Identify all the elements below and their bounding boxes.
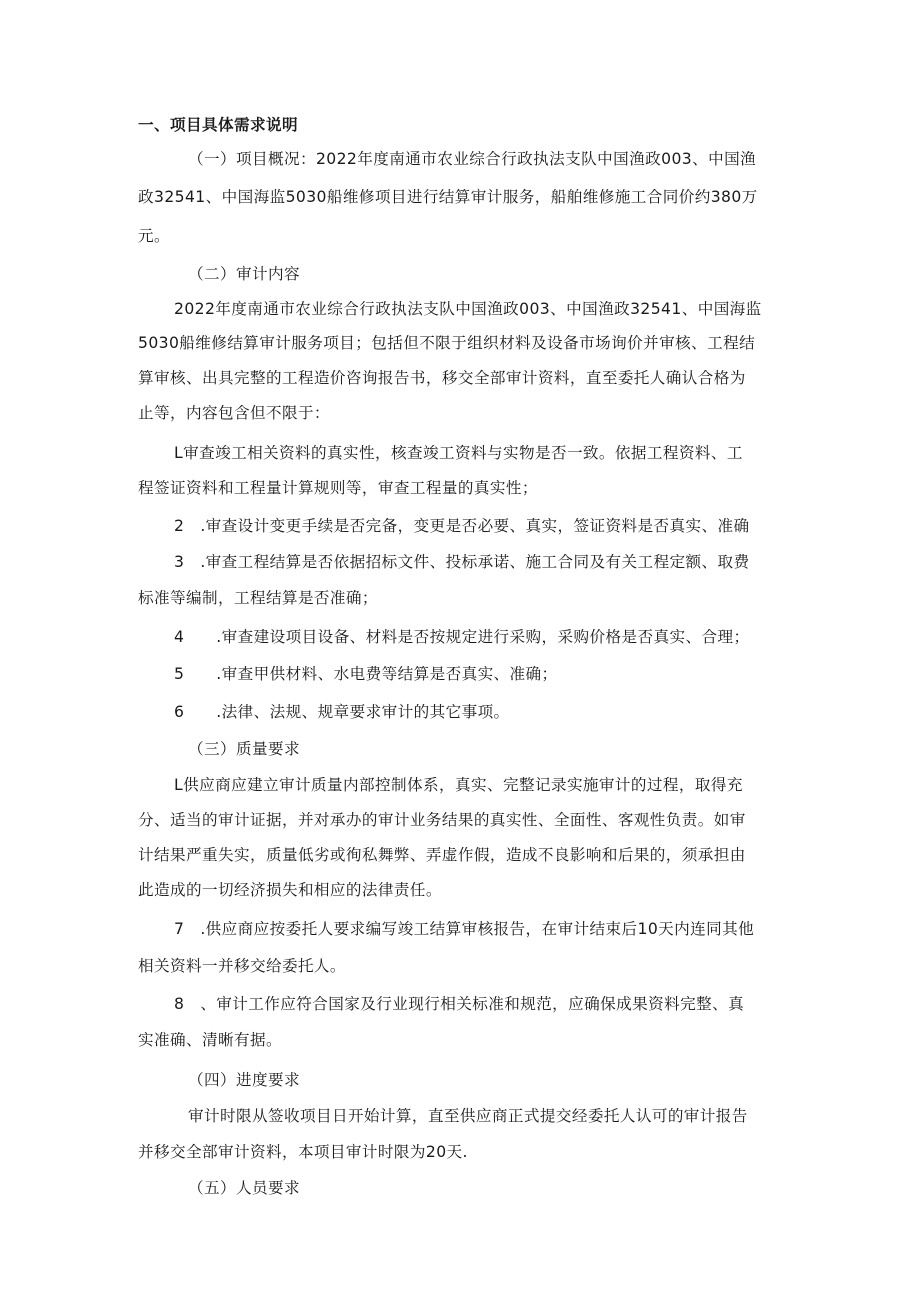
schedule-para-line: 并移交全部审计资料，本项目审计时限为20天.	[138, 1143, 468, 1161]
audit-content-para-line: 算审核、出具完整的工程造价咨询报告书，移交全部审计资料，直至委托人确认合格为	[138, 369, 746, 387]
audit-content-para-line: 2022年度南通市农业综合行政执法支队中国渔政003、中国渔政32541、中国海监	[174, 300, 762, 318]
audit-item-5: 5 .审查甲供材料、水电费等结算是否真实、准确；	[174, 665, 558, 683]
quality-item-1-cont: 计结果严重失实，质量低劣或徇私舞弊、弄虚作假，造成不良影响和后果的，须承担由	[138, 846, 746, 864]
quality-item-1-cont: 分、适当的审计证据，并对承办的审计业务结果的真实性、全面性、客观性负责。如审	[138, 811, 746, 829]
audit-item-3: 3 .审查工程结算是否依据招标文件、投标承诺、施工合同及有关工程定额、取费	[174, 553, 750, 571]
audit-content-para-line: 止等，内容包含但不限于：	[138, 404, 330, 422]
personnel-title: （五）人员要求	[188, 1179, 300, 1197]
quality-item-8: 8 、审计工作应符合国家及行业现行相关标准和规范，应确保成果资料完整、真	[174, 995, 745, 1013]
audit-item-6: 6 .法律、法规、规章要求审计的其它事项。	[174, 703, 510, 721]
overview-line-3: 元。	[138, 227, 170, 245]
overview-title-line: （一）项目概况：2022年度南通市农业综合行政执法支队中国渔政003、中国渔	[188, 150, 757, 168]
audit-item-1: L审查竣工相关资料的真实性，核查竣工资料与实物是否一致。依据工程资料、工	[174, 444, 743, 462]
audit-content-title: （二）审计内容	[188, 265, 300, 283]
schedule-title: （四）进度要求	[188, 1071, 300, 1089]
audit-item-3-cont: 标准等编制，工程结算是否准确；	[138, 589, 378, 607]
quality-item-7: 7 .供应商应按委托人要求编写竣工结算审核报告，在审计结束后10天内连同其他	[174, 920, 755, 938]
quality-item-8-cont: 实准确、清晰有据。	[138, 1031, 282, 1049]
quality-item-1: L供应商应建立审计质量内部控制体系，真实、完整记录实施审计的过程，取得充	[174, 776, 743, 794]
audit-item-4: 4 .审查建设项目设备、材料是否按规定进行采购，采购价格是否真实、合理；	[174, 628, 750, 646]
audit-content-para-line: 5030船维修结算审计服务项目；包括但不限于组织材料及设备市场询价并审核、工程结	[138, 334, 756, 352]
section-heading: 一、项目具体需求说明	[138, 116, 298, 134]
schedule-para-line: 审计时限从签收项目日开始计算，直至供应商正式提交经委托人认可的审计报告	[188, 1107, 748, 1125]
audit-item-2: 2 .审查设计变更手续是否完备，变更是否必要、真实，签证资料是否真实、准确	[174, 517, 750, 535]
quality-item-1-cont: 此造成的一切经济损失和相应的法律责任。	[138, 881, 442, 899]
overview-line-2: 政32541、中国海监5030船维修项目进行结算审计服务，船舶维修施工合同价约380万	[138, 188, 758, 206]
quality-title: （三）质量要求	[188, 740, 300, 758]
audit-item-1-cont: 程签证资料和工程量计算规则等，审查工程量的真实性；	[138, 479, 538, 497]
quality-item-7-cont: 相关资料一并移交给委托人。	[138, 957, 346, 975]
